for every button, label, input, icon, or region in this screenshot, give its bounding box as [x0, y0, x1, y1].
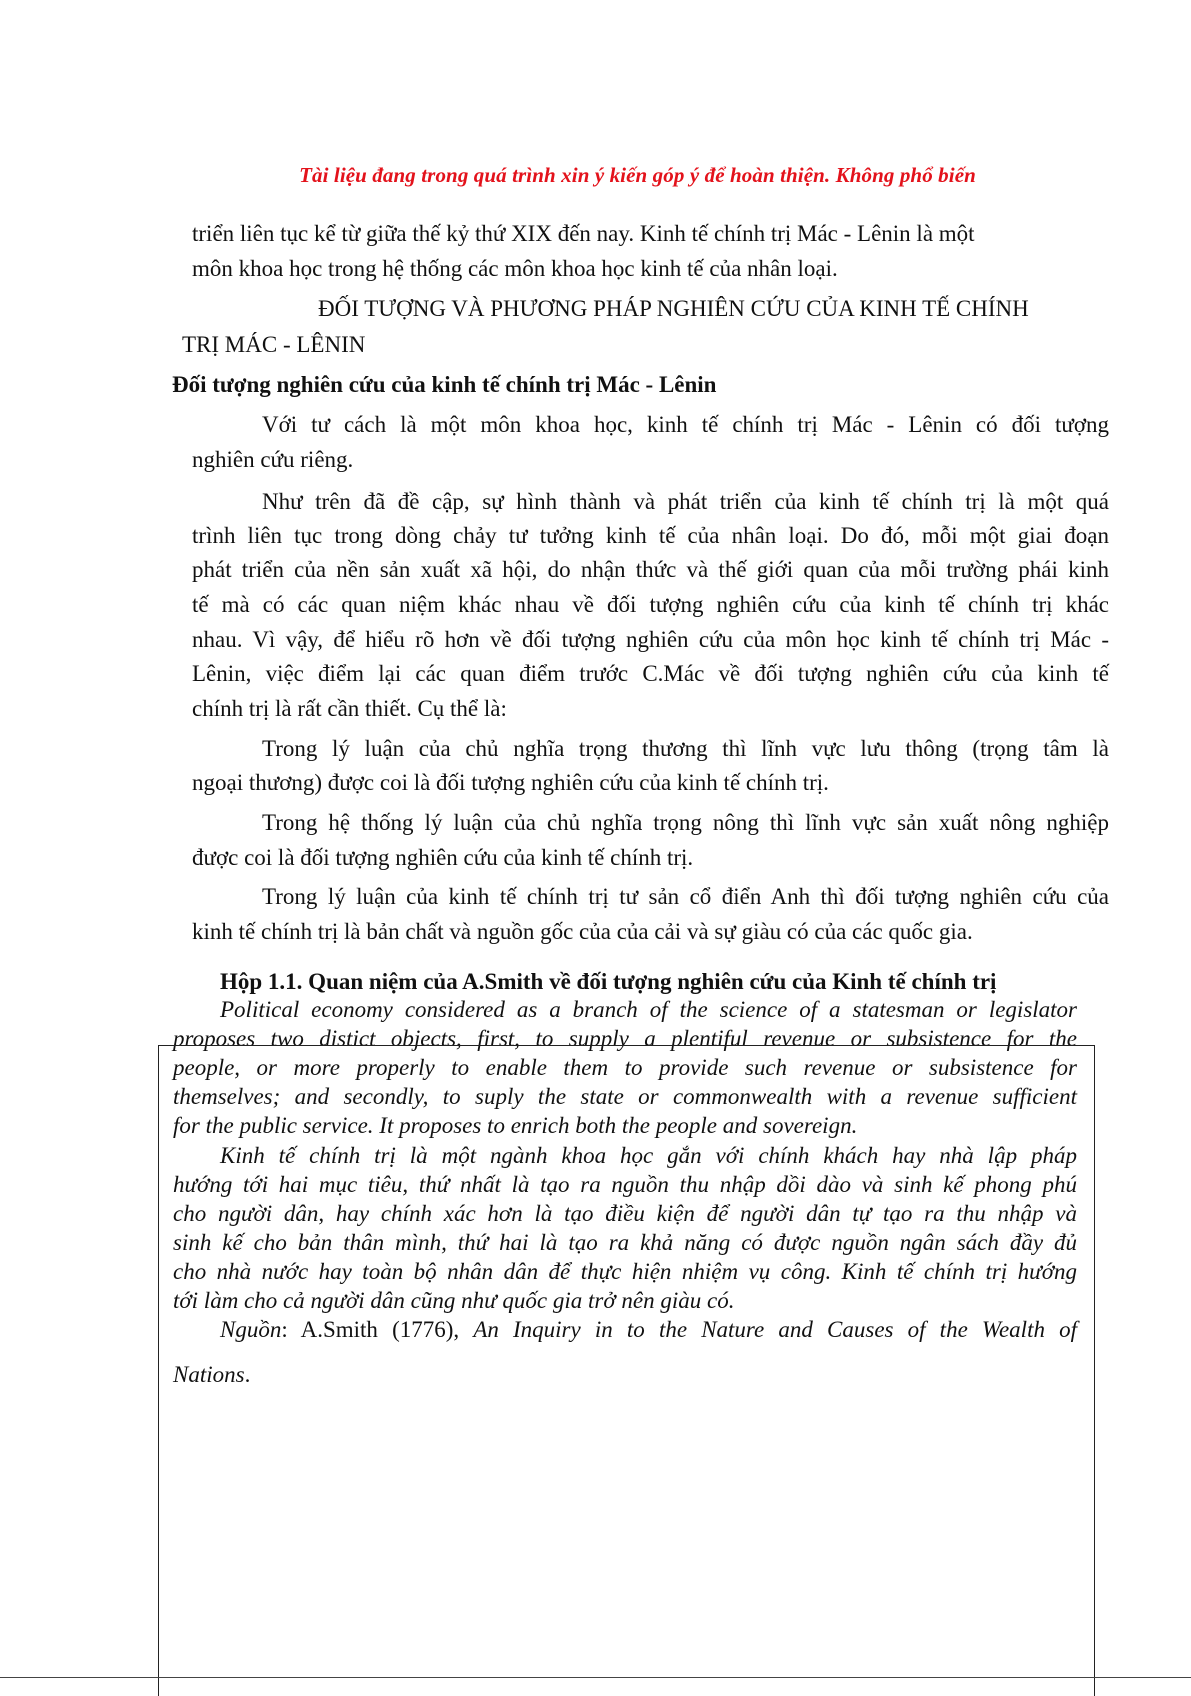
box-english-line-2: proposes two distict objects, first, to supply a plentiful revenue or subsistence for the [173, 1026, 1077, 1051]
box-vn-line-6: tới làm cho cả người dân cũng như quốc gia trở nên giàu có. [173, 1288, 735, 1313]
p5-line-2: kinh tế chính trị là bản chất và nguồn gốc của của cải và sự giàu có của các quốc gia. [192, 919, 973, 944]
p2-line-1: Như trên đã đề cập, sự hình thành và phát triển của kinh tế chính trị là một quá [262, 489, 1109, 514]
box-english-line-4: themselves; and secondly, to suply the state or commonwealth with a revenue sufficient [173, 1084, 1077, 1109]
source-title-1: An Inquiry in to the Nature and Causes of the Wealth of [473, 1317, 1077, 1342]
page-bottom-rule [0, 1677, 1191, 1678]
p1-line-2: nghiên cứu riêng. [192, 447, 354, 472]
box-vn-line-3: cho người dân, hay chính xác hơn là tạo điều kiện để người dân tự tạo ra thu nhập và [173, 1201, 1077, 1226]
box-english-line-3: people, or more properly to enable them to provide such revenue or subsistence for [173, 1055, 1077, 1080]
p2-line-2: trình liên tục trong dòng chảy tư tưởng kinh tế của nhân loại. Do đó, mỗi một giai đoạn [192, 523, 1109, 548]
box-source-line-1 [220, 1318, 1077, 1341]
p3-line-2: ngoại thương) được coi là đối tượng nghiên cứu của kinh tế chính trị. [192, 770, 829, 795]
p2-line-6: Lênin, việc điểm lại các quan điểm trước C.Mác về đối tượng nghiên cứu của kinh tế [192, 661, 1109, 686]
draft-notice: Tài liệu đang trong quá trình xin ý kiến góp ý để hoàn thiện. Không phổ biến [299, 163, 976, 187]
box-source-line-2: Nations. [173, 1362, 251, 1387]
p2-line-4: tế mà có các quan niệm khác nhau về đối tượng nghiên cứu của kinh tế chính trị khác [192, 592, 1109, 617]
subheading: Đối tượng nghiên cứu của kinh tế chính trị Mác - Lênin [172, 372, 717, 397]
intro-line-2: môn khoa học trong hệ thống các môn khoa học kinh tế của nhân loại. [192, 256, 838, 281]
box-vn-line-1: Kinh tế chính trị là một ngành khoa học gắn với chính khách hay nhà lập pháp [220, 1143, 1077, 1168]
box-english-line-5: for the public service. It proposes to enrich both the people and sovereign. [173, 1113, 858, 1138]
intro-line-1: triển liên tục kể từ giữa thế kỷ thứ XIX đến nay. Kinh tế chính trị Mác - Lênin là một [192, 221, 975, 246]
p3-line-1: Trong lý luận của chủ nghĩa trọng thương thì lĩnh vực lưu thông (trọng tâm là [262, 736, 1109, 761]
source-label: Nguồn [220, 1317, 282, 1342]
source-title-2: Nations [173, 1362, 245, 1387]
p5-line-1: Trong lý luận của kinh tế chính trị tư sản cổ điển Anh thì đối tượng nghiên cứu của [262, 884, 1109, 909]
section-title-line-1: ĐỐI TƯỢNG VÀ PHƯƠNG PHÁP NGHIÊN CỨU CỦA KINH TẾ CHÍNH [318, 296, 1029, 321]
p2-line-5: nhau. Vì vậy, để hiểu rõ hơn về đối tượng nghiên cứu của môn học kinh tế chính trị Mác - [192, 627, 1109, 652]
p4-line-1: Trong hệ thống lý luận của chủ nghĩa trọng nông thì lĩnh vực sản xuất nông nghiệp [262, 810, 1109, 835]
box-english-line-1: Political economy considered as a branch of the science of a statesman or legislator [220, 997, 1077, 1022]
source-author: : A.Smith (1776), [281, 1317, 474, 1342]
p2-line-7: chính trị là rất cần thiết. Cụ thể là: [192, 696, 507, 721]
p1-line-1: Với tư cách là một môn khoa học, kinh tế chính trị Mác - Lênin có đối tượng [262, 412, 1109, 437]
box-title: Hộp 1.1. Quan niệm của A.Smith về đối tượng nghiên cứu của Kinh tế chính trị [220, 969, 997, 994]
box-vn-line-2: hướng tới hai mục tiêu, thứ nhất là tạo ra nguồn thu nhập dồi dào và sinh kế phong phú [173, 1172, 1077, 1197]
box-vn-line-4: sinh kế cho bản thân mình, thứ hai là tạo ra khả năng có được nguồn ngân sách đầy đủ [173, 1230, 1077, 1255]
p4-line-2: được coi là đối tượng nghiên cứu của kinh tế chính trị. [192, 845, 694, 870]
p2-line-3: phát triển của nền sản xuất xã hội, do nhận thức và thế giới quan của mỗi trường phái kinh [192, 557, 1109, 582]
box-vn-line-5: cho nhà nước hay toàn bộ nhân dân để thực hiện nhiệm vụ công. Kinh tế chính trị hướng [173, 1259, 1077, 1284]
section-title-line-2: TRỊ MÁC - LÊNIN [182, 332, 366, 357]
